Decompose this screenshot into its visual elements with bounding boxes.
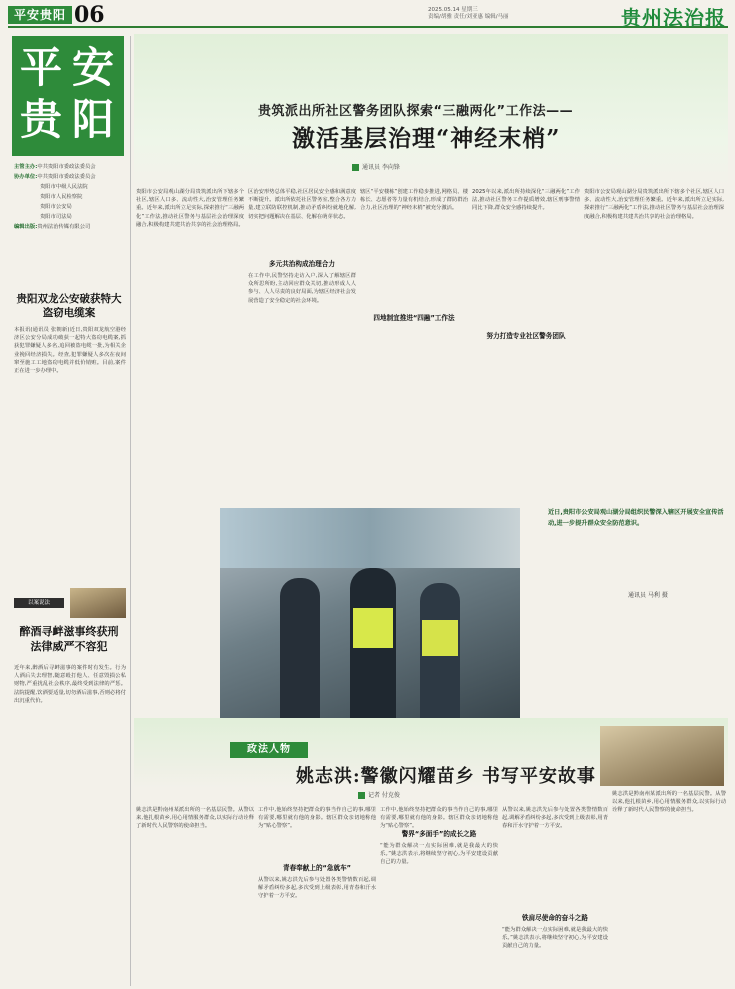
law-col-2b: 从警以来,姚志洪先后参与处置各类警情数百起,调解矛盾纠纷多起,多次受到上级表彰,用青春和汗水守护着一方平安。 [258,877,376,900]
lead-col-2b: 在工作中,民警坚持走访入户,深入了解辖区群众所思所盼,主动回应群众关切,推动形成人人参与、人人尽责的良好局面,为辖区经济社会发展营造了安全稳定的社会环境。 [248,273,356,304]
photo-caption: 近日,贵阳市公安局观山湖分局组织民警深入辖区开展安全宣传活动,进一步提升群众安全防范意识。 [548,509,724,527]
law-byline: 记者 付克俊 [358,790,400,799]
issue-date: 2025.05.14 星期三 [428,7,478,13]
credit-line: 贵阳市中级人民法院 [40,184,88,190]
credits-block [14,162,124,232]
law-photo [600,726,724,786]
left-story2-headline: 醉酒寻衅滋事终获刑 法律威严不容犯 [19,625,119,653]
law-section-tag: 政法人物 [230,742,308,758]
lead-col-2: 区治安形势总体平稳,社区居民安全感和满意度不断提升。派出所依托社区警务室,整合各方力量,建立联防联控机制,推动矛盾纠纷就地化解,切实把问题解决在基层、化解在萌芽状态。 [248,189,356,220]
gavel-photo [70,588,126,618]
column-divider [130,36,131,986]
left-story1-headline: 贵阳双龙公安破获特大盗窃电缆案 [16,293,122,319]
law-col-3: 工作中,他始终坚持把群众的事当作自己的事,哪里有需要,哪里就有他的身影。辖区群众亲切地称他为“贴心警察”。 [380,807,498,830]
page-number: 06 [74,2,105,28]
logo-char: 阳 [72,95,115,144]
issue-meta [428,7,598,21]
issue-editors: 责编/胡雅 责任/刘亚惠 编辑/马丽 [428,14,509,20]
photo-vest [353,608,393,648]
law-subhead-3: 铁肩尽使命的奋斗之路 [522,914,588,922]
law-headline: 姚志洪:警徽闪耀苗乡 书写平安故事 [296,766,596,787]
byline-marker [358,792,365,799]
photo-person [280,578,320,718]
logo-char: 贵 [20,95,63,144]
section-tag: 平安贵阳 [8,6,72,24]
law-col-2: 工作中,他始终坚持把群众的事当作自己的事,哪里有需要,哪里就有他的身影。辖区群众亲切地称他为“贴心警察”。 [258,807,376,830]
law-col-5: 姚志洪是黔南州某派出所的一名基层民警。从警以来,他扎根苗乡,用心用情服务群众,以实际行动诠释了新时代人民警察的使命担当。 [612,791,726,814]
lead-subhead-3: 努力打造专业社区警务团队 [486,332,566,340]
law-col-4: 从警以来,姚志洪先后参与处置各类警情数百起,调解矛盾纠纷多起,多次受到上级表彰,用青春和汗水守护着一方平安。 [502,807,608,830]
left-story1-body: 本报讯(通讯员 张朝新)近日,贵阳双龙航空港经济区公安分局成功破获一起特大盗窃电缆案,抓获犯罪嫌疑人多名,追回被盗电缆一批,为相关企业挽回经济损失。经查,犯罪嫌疑人多次在夜间窜至施工工地盗窃电缆并低价销赃。目前,案件正在进一步办理中。 [14,327,126,375]
credit-line: 贵阳市公安局 [40,204,72,210]
law-subhead-1: 青春奉献上的“急就车” [282,864,351,872]
law-col-4b: “能为群众解决一点实际困难,就是我最大的快乐。”姚志洪表示,将继续坚守初心,为平安建设贡献自己的力量。 [502,927,608,950]
section-logo [12,36,124,156]
credit-line: 编辑出版:贵州法治传媒有限公司 [14,224,91,230]
police-photo [220,508,520,718]
lead-col-3: 辖区“平安楼栋”创建工作稳步推进,网格员、楼栋长、志愿者等力量有机结合,形成了群防群治合力,社区治理的“神经末梢”被充分激活。 [360,189,468,212]
lead-col-4: 2025年以来,派出所持续深化“三融两化”工作法,推动社区警务工作提质增效,辖区刑事警情同比下降,群众安全感持续提升。 [472,189,580,212]
law-col-1: 姚志洪是黔南州某派出所的一名基层民警。从警以来,他扎根苗乡,用心用情服务群众,以实际行动诠释了新时代人民警察的使命担当。 [136,807,254,830]
credit-line: 贵阳市人民检察院 [40,194,83,200]
left-story2-body: 近年来,醉酒后寻衅滋事的案件时有发生。行为人酒后失去理智,随意殴打他人、任意毁损公私财物,严重扰乱社会秩序,最终受到法律的严惩。法院提醒,饮酒要适量,切勿酒后滋事,否则必将付出沉重代价。 [14,665,126,704]
lead-col-1: 贵阳市公安局观山湖分局贵筑派出所下辖多个社区,辖区人口多、流动性大,治安管理任务繁重。近年来,派出所立足实际,探索推行“三融两化”工作法,推动社区警务与基层社会治理深度融合,积极构建共建共治共享的社会治理格局。 [136,189,244,228]
lead-headline: 激活基层治理“神经末梢” [292,125,561,152]
logo-char: 安 [72,43,115,92]
lead-subhead-1: 多元共治构成治理合力 [269,260,335,268]
law-subhead-2: 警界“多面手”的成长之路 [401,830,477,838]
credit-line: 贵阳市司法局 [40,214,72,220]
photo-credit: 通讯员 马利 摄 [628,592,668,599]
page-header [8,4,728,28]
byline-marker [352,164,359,171]
lead-byline: 通讯员 李向锋 [352,162,400,171]
lead-col-5: 贵阳市公安局观山湖分局贵筑派出所下辖多个社区,辖区人口多、流动性大,治安管理任务繁重。近年来,派出所立足实际,探索推行“三融两化”工作法,推动社区警务与基层社会治理深度融合,积极构建共建共治共享的社会治理格局。 [584,189,724,220]
law-col-3b: “能为群众解决一点实际困难,就是我最大的快乐。”姚志洪表示,将继续坚守初心,为平安建设贡献自己的力量。 [380,843,498,866]
photo-storefront [220,508,520,568]
credit-line: 主管主办:中共贵阳市委政法委员会 [14,164,96,170]
lead-subhead-2: 四地制宜推进“四融”工作法 [373,314,455,322]
logo-char: 平 [20,43,63,92]
left-story2-tag: 以案说法 [14,598,64,608]
lead-kicker: 贵筑派出所社区警务团队探索“三融两化”工作法—— [258,104,574,119]
credit-line: 协办单位:中共贵阳市委政法委员会 [14,174,96,180]
masthead: 贵州法治报 [621,6,726,30]
photo-vest [422,620,458,656]
